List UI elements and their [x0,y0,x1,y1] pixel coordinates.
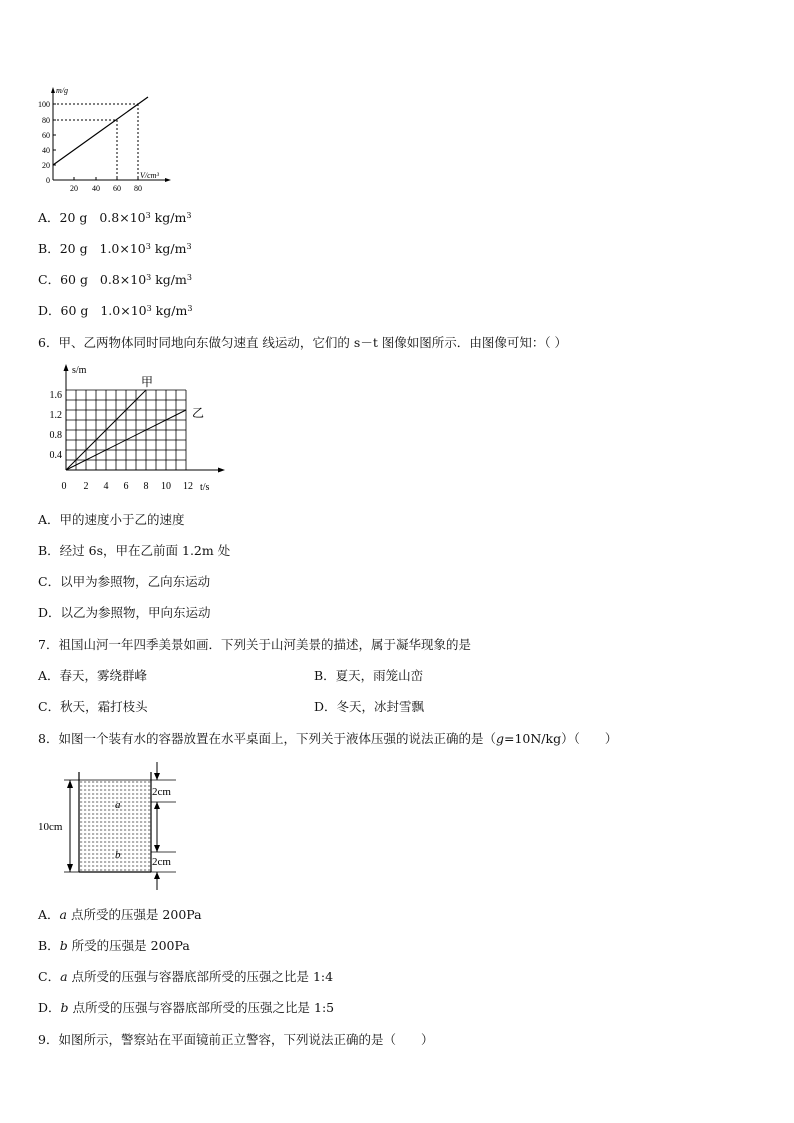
s-t-graph [36,360,236,498]
point-b-label: b [115,849,121,861]
x-axis-arrow [165,178,171,182]
q9-stem: 9．如图所示，警察站在平面镜前正立警容，下列说法正确的是（ ） [38,1032,434,1047]
xtick: 10 [161,481,171,492]
q5-option-c: C．60 g $0.8\times 10^3$ $kg/m^3$ [38,272,192,287]
q6-option-d: D．以乙为参照物，甲向东运动 [38,605,211,620]
xtick: 80 [134,184,142,193]
xtick: 4 [103,481,109,492]
x-axis-label: V/cm³ [140,171,159,180]
ytick: 1.2 [49,410,62,421]
container-diagram [36,760,196,895]
q6-option-c: C．以甲为参照物，乙向东运动 [38,574,211,589]
q5-option-a: A．20 g $0.8\times 10^3$ $kg/m^3$ [38,210,192,225]
q8-stem: 8．如图一个装有水的容器放置在水平桌面上，下列关于液体压强的说法正确的是（g=10N/kg）（ ） [38,731,618,746]
y-axis-arrow [51,87,55,93]
q5-option-d: D．60 g $1.0\times 10^3$ $kg/m^3$ [38,303,193,318]
q8-option-b: B．b 所受的压强是 200Pa [38,938,190,953]
height-label: 10cm [38,821,63,833]
ytick: 40 [42,146,50,155]
q6-option-a: A．甲的速度小于乙的速度 [38,512,185,527]
xtick: 6 [123,481,129,492]
ytick: 100 [38,100,50,109]
q7-stem: 7．祖国山河一年四季美景如画．下列关于山河美景的描述，属于凝华现象的是 [38,637,471,652]
xtick: 40 [92,184,100,193]
y-axis-label: m/g [56,86,68,95]
xtick: 12 [183,481,193,492]
ytick: 0.4 [49,450,62,461]
line-yi-label: 乙 [192,406,205,420]
q8-option-a: A．a 点所受的压强是 200Pa [38,907,202,922]
xtick: 60 [113,184,121,193]
q8-option-c: C．a 点所受的压强与容器底部所受的压强之比是 1:4 [38,969,334,984]
y-axis-label: s/m [72,365,87,376]
ytick: 20 [42,161,50,170]
line-jia-label: 甲 [141,375,154,389]
q6-option-b: B．经过 6s，甲在乙前面 1.2m 处 [38,543,231,558]
ytick: 80 [42,116,50,125]
xtick: 0 [61,481,67,492]
ytick: 60 [42,131,50,140]
y-axis-arrow [64,364,69,371]
grid [66,390,186,470]
x-axis-arrow [218,468,225,473]
xtick: 2 [83,481,89,492]
xtick: 8 [143,481,149,492]
ytick: 0 [46,176,50,185]
q8-option-d: D．b 点所受的压强与容器底部所受的压强之比是 1:5 [38,1000,335,1015]
point-a-label: a [115,799,121,811]
q7-option-d: D．冬天，冰封雪飘 [314,699,425,714]
ytick: 1.6 [49,390,62,401]
q7-option-a: A．春天，雾绕群峰 [38,668,148,683]
q5-option-b: B．20 g $1.0\times 10^3$ $kg/m^3$ [38,241,192,256]
ytick: 0.8 [49,430,62,441]
q7-option-b: B．夏天，雨笼山峦 [314,668,424,683]
q6-stem: 6．甲、乙两物体同时同地向东做匀速直 线运动，它们的 s－t 图像如图所示．由图像可知：（ ） [38,335,568,350]
xtick: 20 [70,184,78,193]
x-axis-label: t/s [200,482,210,493]
mass-volume-graph [28,84,178,194]
bottom-height-label: 2cm [152,856,171,868]
top-depth-label: 2cm [152,786,171,798]
q7-option-c: C．秋天，霜打枝头 [38,699,148,714]
mass-line [53,97,148,165]
